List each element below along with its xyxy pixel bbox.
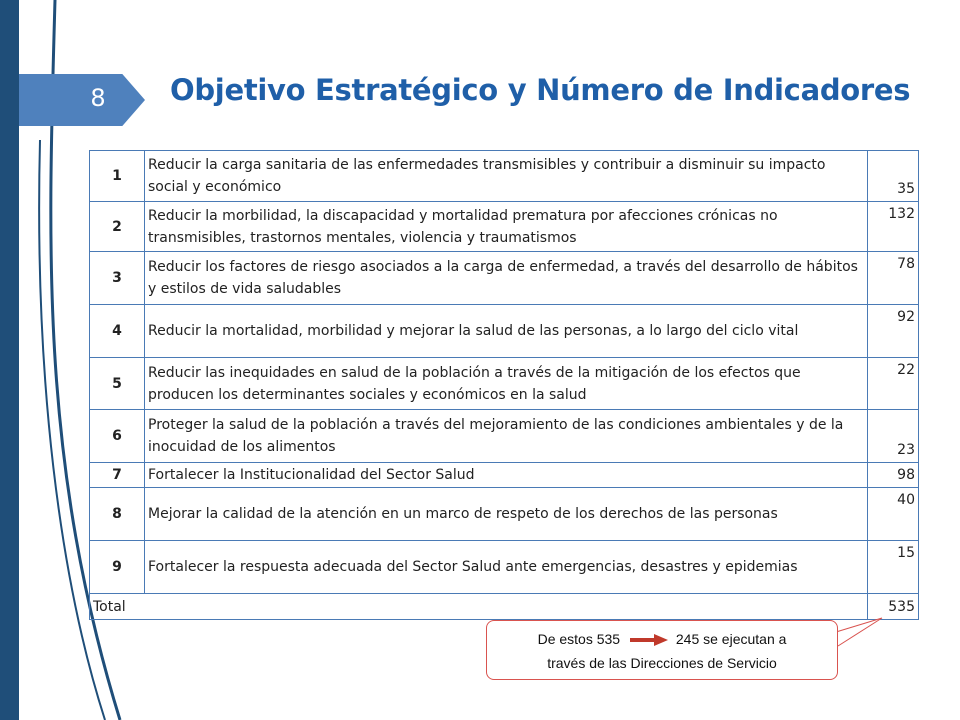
- indicator-count: 15: [868, 541, 919, 594]
- table-row: [90, 151, 919, 202]
- objective-description: Fortalecer la Institucionalidad del Sector Salud: [145, 463, 868, 488]
- objective-number: 2: [90, 202, 145, 252]
- objective-description: Mejorar la calidad de la atención en un marco de respeto de los derechos de las personas: [145, 488, 868, 541]
- table-row: [90, 358, 919, 410]
- table-row: [90, 202, 919, 252]
- objective-number: 5: [90, 358, 145, 410]
- objective-number: 3: [90, 252, 145, 305]
- objective-number: 7: [90, 463, 145, 488]
- table-row: [90, 463, 919, 488]
- objectives-table: [89, 150, 919, 620]
- objective-number: 6: [90, 410, 145, 463]
- callout-text-before: De estos 535: [537, 631, 621, 647]
- indicator-count: 22: [868, 358, 919, 410]
- indicator-count: 98: [868, 463, 919, 488]
- table-row: [90, 305, 919, 358]
- table-row: [90, 410, 919, 463]
- indicator-count: 23: [868, 410, 919, 463]
- right-arrow-icon: [628, 634, 668, 646]
- objective-description: Reducir la mortalidad, morbilidad y mejorar la salud de las personas, a lo largo del ciclo vital: [145, 305, 868, 358]
- total-value: 535: [868, 594, 919, 620]
- indicator-count: 35: [868, 151, 919, 202]
- objective-description: Reducir la carga sanitaria de las enfermedades transmisibles y contribuir a disminuir su impacto social y económico: [145, 151, 868, 202]
- slide-title: Objetivo Estratégico y Número de Indicadores: [170, 73, 911, 107]
- callout-line-2: través de las Direcciones de Servicio: [547, 655, 777, 671]
- objective-description: Reducir los factores de riesgo asociados a la carga de enfermedad, a través del desarrollo de hábitos y estilos de vida saludables: [145, 252, 868, 305]
- callout-text-after: 245 se ejecutan a: [675, 631, 787, 647]
- indicator-count: 40: [868, 488, 919, 541]
- page-number: 8: [90, 84, 106, 112]
- table-row: [90, 488, 919, 541]
- objective-number: 8: [90, 488, 145, 541]
- objective-number: 9: [90, 541, 145, 594]
- table-row: [90, 541, 919, 594]
- total-row: [90, 594, 919, 620]
- indicator-count: 78: [868, 252, 919, 305]
- objective-number: 4: [90, 305, 145, 358]
- callout-line-1: [487, 631, 837, 647]
- indicator-count: 92: [868, 305, 919, 358]
- objective-description: Reducir las inequidades en salud de la población a través de la mitigación de los efectos que producen los determinantes sociales y económicos en la salud: [145, 358, 868, 410]
- table-row: [90, 252, 919, 305]
- indicator-count: 132: [868, 202, 919, 252]
- objective-description: Fortalecer la respuesta adecuada del Sector Salud ante emergencias, desastres y epidemias: [145, 541, 868, 594]
- objective-description: Proteger la salud de la población a través del mejoramiento de las condiciones ambientales y de la inocuidad de los alimentos: [145, 410, 868, 463]
- objective-description: Reducir la morbilidad, la discapacidad y mortalidad prematura por afecciones crónicas no transmisibles, trastornos mentales, violencia y traumatismos: [145, 202, 868, 252]
- total-label: Total: [90, 594, 868, 620]
- callout-note: [486, 620, 838, 680]
- objective-number: 1: [90, 151, 145, 202]
